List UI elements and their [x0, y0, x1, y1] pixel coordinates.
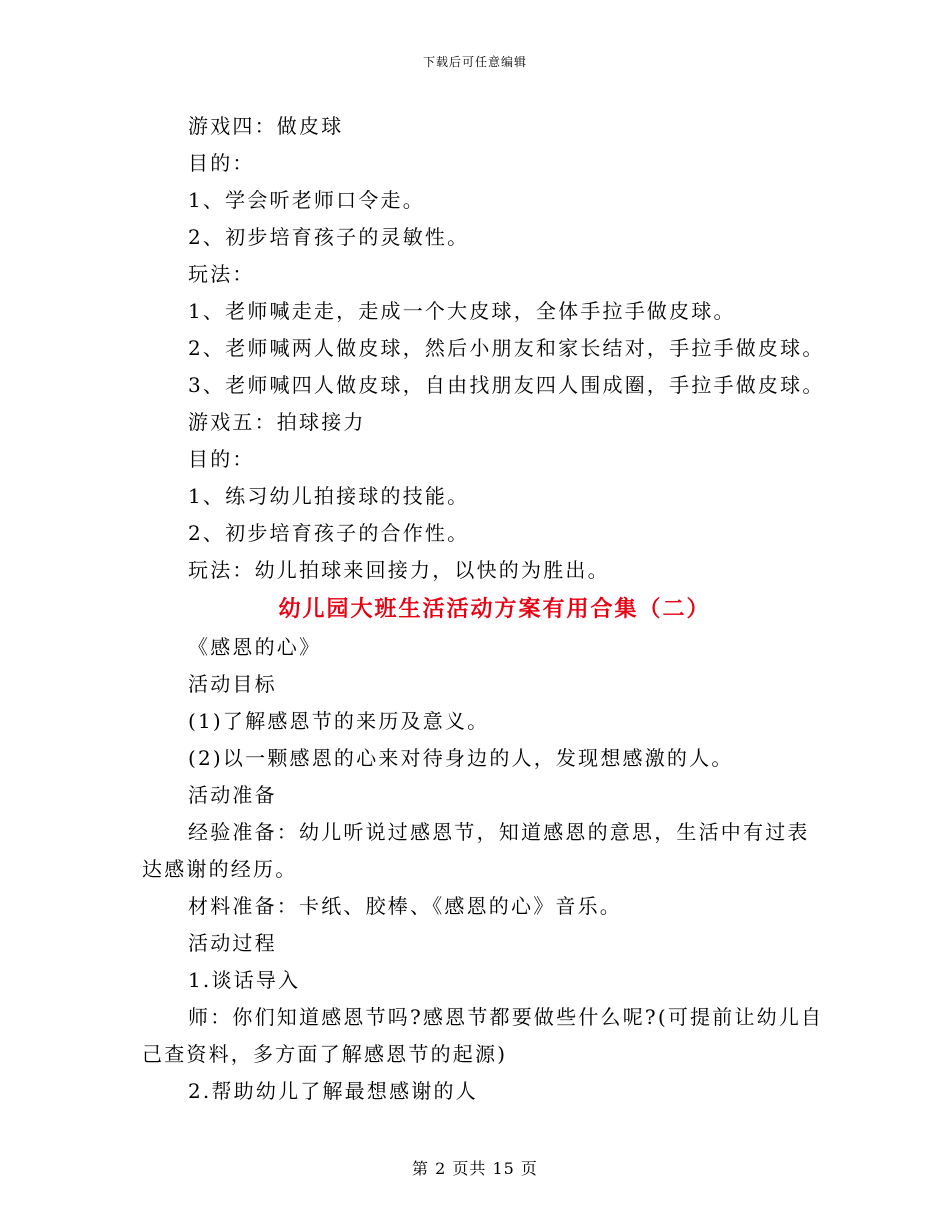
game4-goal-label: 目的：: [188, 151, 255, 175]
game5-title: 游戏五：拍球接力: [188, 410, 366, 434]
document-body: [142, 108, 825, 1110]
activity-goal-item-1: (1)了解感恩节的来历及意义。: [188, 709, 490, 733]
game4-title: 游戏四：做皮球: [188, 114, 344, 138]
game4-play-item-3: 3、老师喊四人做皮球，自由找朋友四人围成圈，手拉手做皮球。: [188, 373, 825, 397]
step-1-heading: 1.谈话导入: [188, 968, 301, 992]
game4-play-item-2: 2、老师喊两人做皮球，然后小朋友和家长结对，手拉手做皮球。: [188, 336, 825, 360]
process-label: 活动过程: [188, 931, 277, 955]
game4-play-item-1: 1、老师喊走走，走成一个大皮球，全体手拉手做皮球。: [188, 299, 736, 323]
prep-experience-line-1: 经验准备：幼儿听说过感恩节，知道感恩的意思，生活中有过表: [188, 820, 810, 844]
game5-goal-label: 目的：: [188, 447, 255, 471]
page-header: 下载后可任意编辑: [422, 55, 527, 69]
step-1-text-line-2: 己查资料，多方面了解感恩节的起源): [142, 1042, 508, 1066]
game5-play: 玩法：幼儿拍球来回接力，以快的为胜出。: [188, 558, 610, 582]
step-1-text-line-1: 师：你们知道感恩节吗?感恩节都要做些什么呢?(可提前让幼儿自: [188, 1005, 824, 1029]
section-title: 幼儿园大班生活活动方案有用合集（二）: [278, 596, 711, 622]
game4-goal-item-1: 1、学会听老师口令走。: [188, 188, 425, 212]
prep-material: 材料准备：卡纸、胶棒、《感恩的心》音乐。: [188, 894, 622, 918]
activity-subtitle: 《感恩的心》: [188, 635, 322, 659]
prep-label: 活动准备: [188, 783, 277, 807]
step-2-heading: 2.帮助幼儿了解最想感谢的人: [188, 1079, 478, 1103]
game4-play-label: 玩法：: [188, 262, 255, 286]
prep-experience-line-2: 达感谢的经历。: [142, 857, 298, 881]
page-footer: 第 2 页共 15 页: [412, 1159, 538, 1178]
activity-goal-label: 活动目标: [188, 672, 277, 696]
game5-goal-item-2: 2、初步培育孩子的合作性。: [188, 521, 470, 545]
game4-goal-item-2: 2、初步培育孩子的灵敏性。: [188, 225, 470, 249]
activity-goal-item-2: (2)以一颗感恩的心来对待身边的人，发现想感激的人。: [188, 746, 734, 770]
game5-goal-item-1: 1、练习幼儿拍接球的技能。: [188, 484, 470, 508]
